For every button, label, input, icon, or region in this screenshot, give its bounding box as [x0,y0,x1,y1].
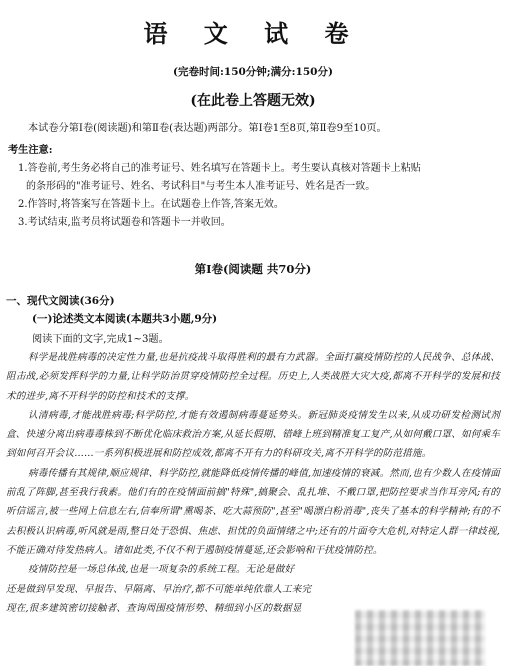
section-title: 一、现代文阅读(36分) [6,295,115,307]
read-prompt: 阅读下面的文字,完成1~3题。 [32,334,169,345]
exam-intro: 本试卷分第Ⅰ卷(阅读题)和第Ⅱ卷(表达题)两部分。第Ⅰ卷1至8页,第Ⅱ卷9至10页。 [28,123,387,134]
blurred-watermark [355,610,485,666]
passage-paragraph-4: 疫情防控是一场总体战,也是一项复杂的系统工程。无论是做好 [28,564,295,576]
exam-time-score: (完卷时间:150分钟;满分:150分) [173,66,333,78]
attention-item-1-continued: 的条形码的"准考证号、姓名、考试科目"与考生本人准考证号、姓名是否一致。 [26,181,376,192]
answer-notice: (在此卷上答题无效) [190,93,316,109]
attention-heading: 考生注意: [8,144,53,156]
subsection-title: (一)论述类文本阅读(本题共3小题,9分) [32,313,218,325]
attention-item-3: 3.考试结束,监考员将试题卷和答题卡一并收回。 [18,217,231,228]
exam-title: 语 文 试 卷 [143,19,363,48]
reading-passage [6,348,500,618]
passage-paragraph-1: 科学是战胜病毒的决定性力量,也是抗疫战斗取得胜利的最有力武器。全面打赢疫情防控的人民战争、总体战、阻击战,必须发挥科学的力量,让科学防治贯穿疫情防控全过程。历史上,人类战胜大灾大疫,都离不开科学的发展和技术的进步,离不开科学的防控和技术的支撑。 [6,352,500,402]
passage-paragraph-3: 病毒传播有其规律,顺应规律、科学防控,就能降低疫情传播的峰值,加速疫情的衰减。然而,也有少数人在疫情面前乱了阵脚,甚至我行我素。他们有的在疫情面前搞"特殊",搞聚会、乱扎堆、不戴口罩,把防控要求当作耳旁风;有的听信谣言,被一些网上信息左右,信奉所谓"熏喝茶、吃大蒜预防",甚至"喝漂白粉消毒",丧失了基本的科学精神;有的不去积极认识病毒,听风就是雨,整日处于恐惧、焦虑、担忧的负面情绪之中;还有的片面夸大危机,对特定人群一律歧视,不能正确对待发热病人。诸如此类,不仅不利于遏制疫情蔓延,还会影响和干扰疫情防控。 [6,467,500,556]
passage-line-6: 现在,很多建筑密切接触者、查询周围疫情形势、精细到小区的数据显 [6,602,302,614]
attention-item-1: 1.答卷前,考生务必将自己的准考证号、姓名填写在答题卡上。考生要认真核对答题卡上粘贴 [18,163,421,174]
attention-list [8,160,498,232]
attention-item-2: 2.作答时,将答案写在答题卡上。在试题卷上作答,答案无效。 [18,199,284,210]
passage-paragraph-2: 认清病毒,才能战胜病毒;科学防控,才能有效遏制病毒蔓延势头。新冠肺炎疫情发生以来,从成功研发检测试剂盒、快速分离出病毒毒株到不断优化临床救治方案,从延长假期、错峰上班到精准复工复产,从如何戴口罩、如何乘车到如何召开会议……一系列积极进展和防控成效,都离不开有力的科研攻关,离不开科学的防范措施。 [6,409,500,460]
passage-line-5: 还是做到早发现、早报告、早隔离、早治疗,都不可能单纯依靠人工来完 [6,583,312,595]
volume-title: 第Ⅰ卷(阅读题 共70分) [194,262,312,276]
